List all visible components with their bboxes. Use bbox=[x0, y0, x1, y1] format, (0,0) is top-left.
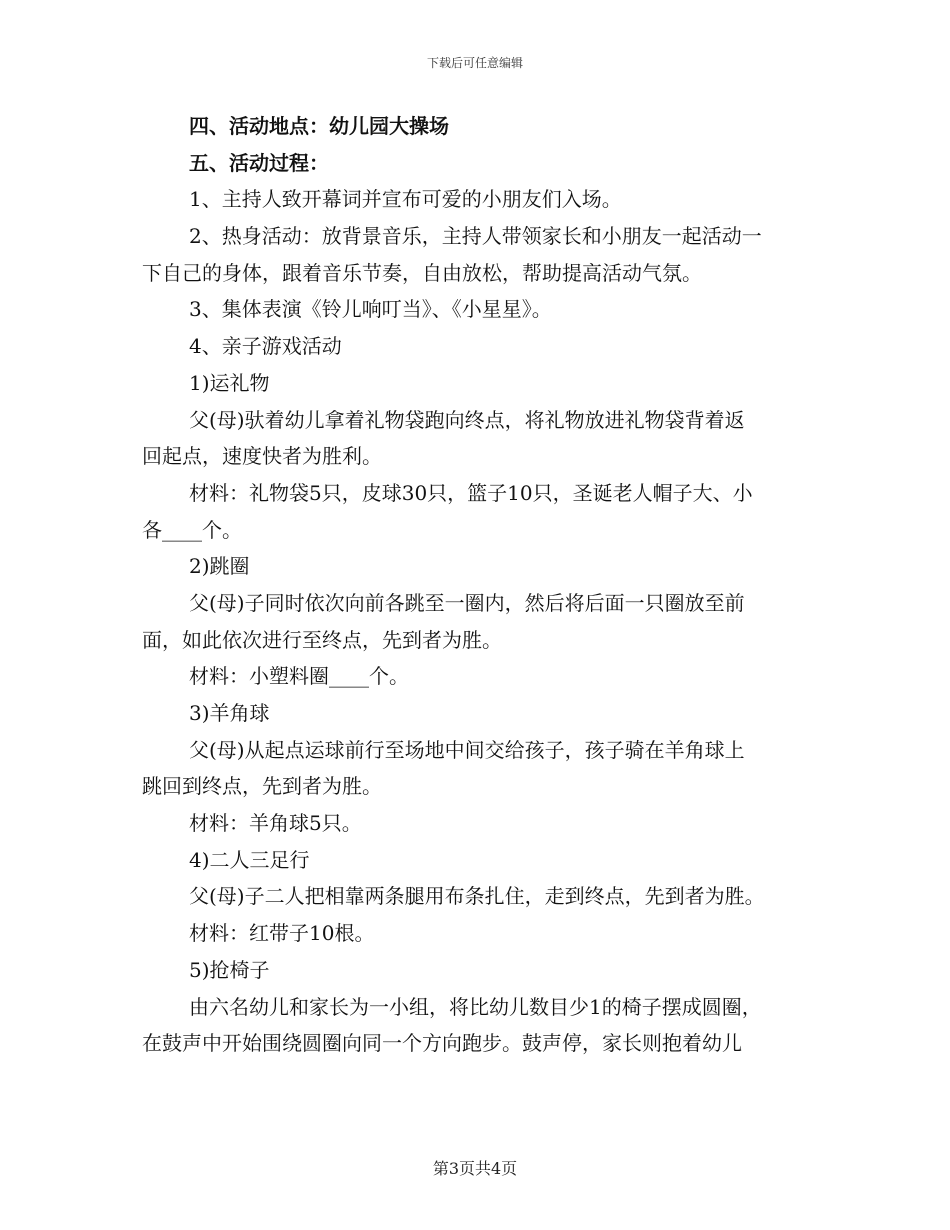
game-title: 4)二人三足行 bbox=[189, 847, 310, 872]
paragraph-line: 4、亲子游戏活动 bbox=[189, 334, 342, 359]
paragraph-line: 父(母)子二人把相靠两条腿用布条扎住，走到终点，先到者为胜。 bbox=[189, 884, 765, 909]
paragraph-line: 父(母)子同时依次向前各跳至一圈内，然后将后面一只圈放至前 bbox=[189, 590, 745, 615]
materials-line: 材料：红带子10根。 bbox=[189, 921, 375, 946]
page-footer: 第3页共4页 bbox=[432, 1159, 518, 1178]
materials-line: 各____个。 bbox=[142, 517, 242, 542]
game-title: 2)跳圈 bbox=[189, 554, 250, 579]
paragraph-line: 2、热身活动：放背景音乐，主持人带领家长和小朋友一起活动一 bbox=[189, 224, 762, 249]
materials-line: 材料：礼物袋5只，皮球30只，篮子10只，圣诞老人帽子大、小 bbox=[189, 480, 753, 505]
section-heading-location: 四、活动地点：幼儿园大操场 bbox=[189, 114, 449, 138]
paragraph-line: 父(母)驮着幼儿拿着礼物袋跑向终点，将礼物放进礼物袋背着返 bbox=[189, 407, 745, 432]
paragraph-line: 跳回到终点，先到者为胜。 bbox=[142, 774, 382, 799]
game-title: 5)抢椅子 bbox=[189, 957, 270, 982]
paragraph-line: 面，如此依次进行至终点，先到者为胜。 bbox=[142, 627, 502, 652]
paragraph-line: 回起点，速度快者为胜利。 bbox=[142, 444, 382, 469]
section-heading-process: 五、活动过程： bbox=[189, 150, 329, 175]
document-body bbox=[142, 108, 814, 1062]
paragraph-line: 3、集体表演《铃儿响叮当》、《小星星》。 bbox=[189, 297, 552, 322]
paragraph-line: 在鼓声中开始围绕圆圈向同一个方向跑步。鼓声停，家长则抱着幼儿 bbox=[142, 1031, 742, 1056]
paragraph-line: 由六名幼儿和家长为一小组，将比幼儿数目少1的椅子摆成圆圈， bbox=[189, 994, 762, 1019]
paragraph-line: 下自己的身体，跟着音乐节奏，自由放松，帮助提高活动气氛。 bbox=[142, 260, 702, 285]
materials-line: 材料：小塑料圈____个。 bbox=[189, 664, 409, 689]
page-header: 下载后可任意编辑 bbox=[426, 56, 523, 70]
game-title: 1)运礼物 bbox=[189, 370, 270, 395]
materials-line: 材料：羊角球5只。 bbox=[189, 811, 362, 836]
paragraph-line: 1、主持人致开幕词并宣布可爱的小朋友们入场。 bbox=[189, 187, 622, 212]
game-title: 3)羊角球 bbox=[189, 701, 270, 725]
paragraph-line: 父(母)从起点运球前行至场地中间交给孩子，孩子骑在羊角球上 bbox=[189, 737, 745, 762]
